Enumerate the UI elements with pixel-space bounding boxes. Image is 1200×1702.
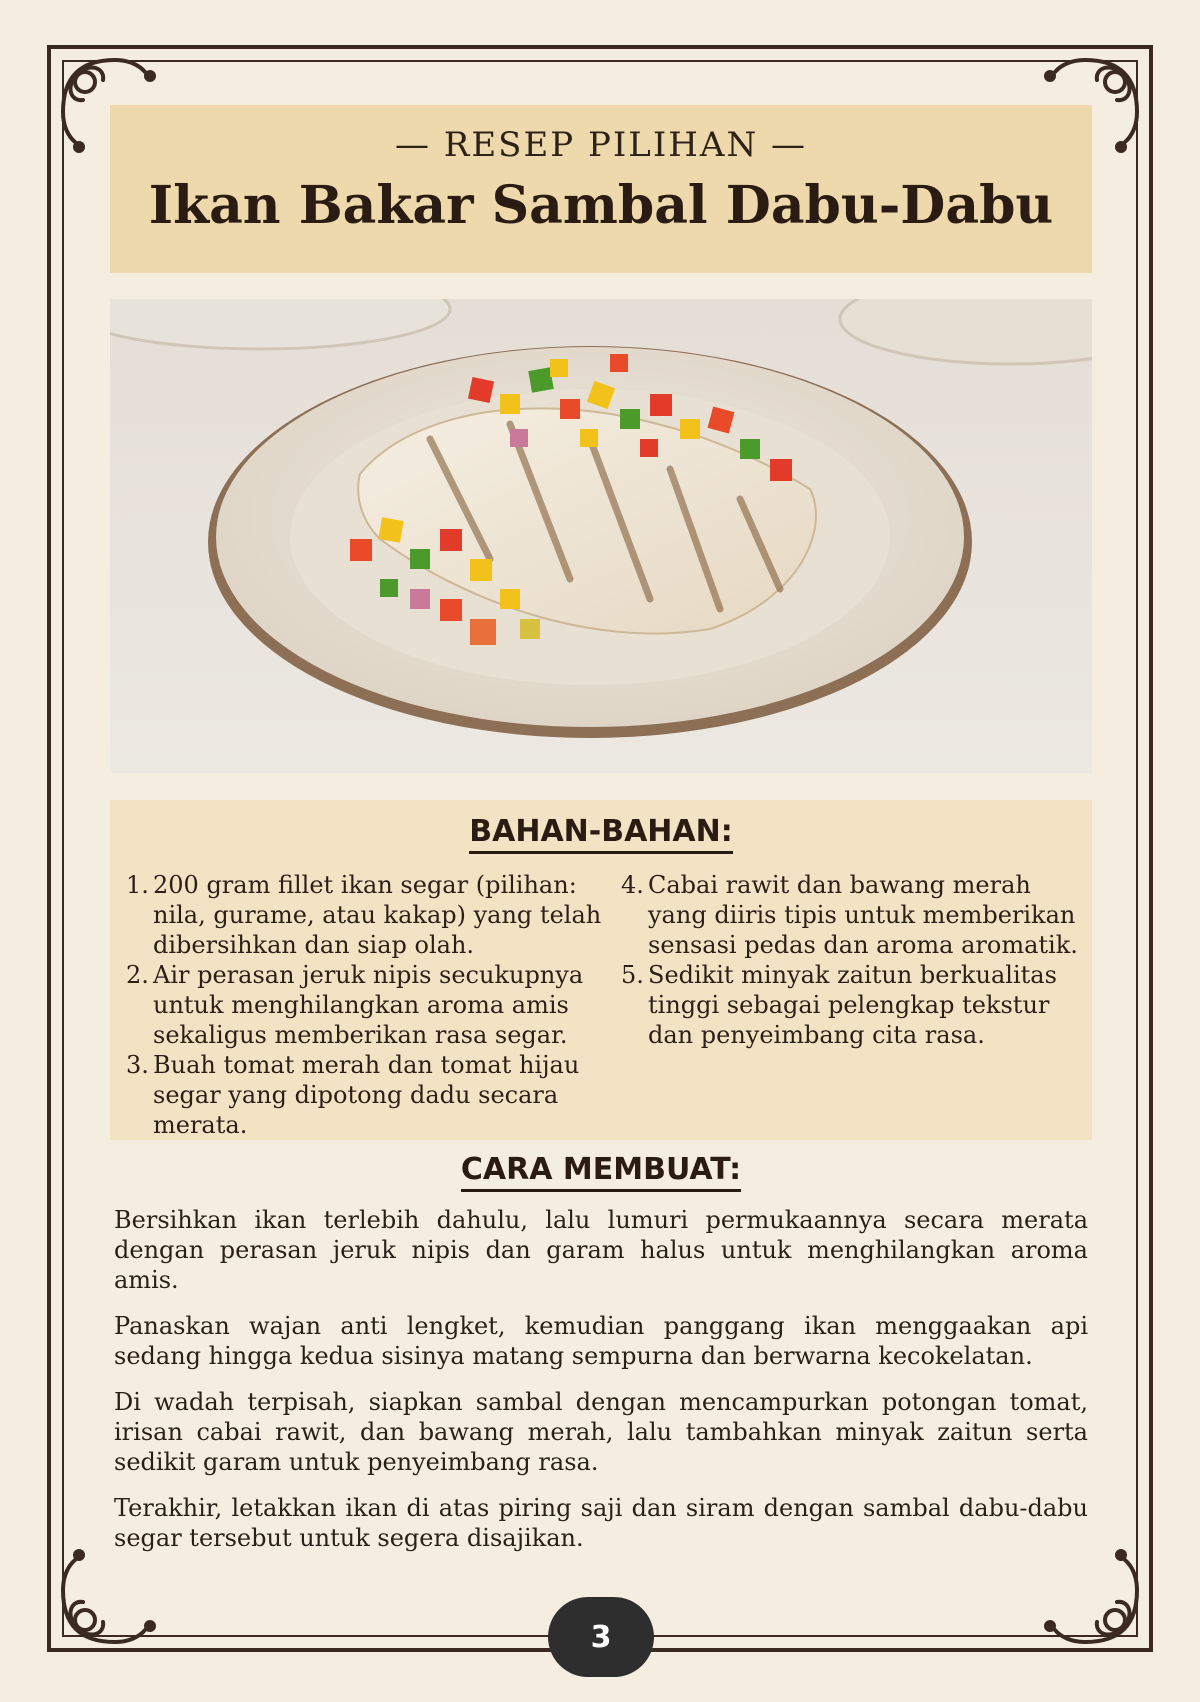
method-heading: CARA MEMBUAT: [114, 1152, 1088, 1187]
method-step: Panaskan wajan anti lengket, kemudian panggang ikan menggaakan api sedang hingga kedua sisinya matang sempurna dan berwarna kecokelatan. [114, 1312, 1088, 1370]
dish-photo [110, 299, 1092, 773]
method-step: Bersihkan ikan terlebih dahulu, lalu lumuri permukaannya secara merata dengan perasan jeruk nipis dan garam halus untuk menghilangkan aroma amis. [114, 1206, 1088, 1294]
recipe-title: Ikan Bakar Sambal Dabu-Dabu [148, 175, 1054, 236]
list-item: 4. Cabai rawit dan bawang merah yang diiris tipis untuk memberikan sensasi pedas dan aroma aromatik. [621, 871, 1078, 959]
ingredients-column-left [126, 870, 621, 1140]
page-number-badge: 3 [548, 1597, 654, 1677]
recipe-header [110, 105, 1092, 273]
ingredients-section [110, 800, 1092, 1140]
ingredients-list [126, 870, 1096, 1140]
list-item: 2. Air perasan jeruk nipis secukupnya untuk menghilangkan aroma amis sekaligus memberikan rasa segar. [126, 961, 584, 1049]
ingredients-heading: BAHAN-BAHAN: [110, 814, 1092, 849]
method-step: Terakhir, letakkan ikan di atas piring saji dan siram dengan sambal dabu-dabu segar tersebut untuk segera disajikan. [114, 1494, 1088, 1552]
ingredients-column-right [621, 870, 1096, 1140]
method-section [114, 1152, 1088, 1569]
method-step: Di wadah terpisah, siapkan sambal dengan mencampurkan potongan tomat, irisan cabai rawit, dan bawang merah, lalu tambahkan minyak zaitun serta sedikit garam untuk penyeimbang rasa. [114, 1388, 1088, 1476]
list-item: 3. Buah tomat merah dan tomat hijau segar yang dipotong dadu secara merata. [126, 1051, 580, 1139]
list-item: 1. 200 gram fillet ikan segar (pilihan: nila, gurame, atau kakap) yang telah dibersihkan dan siap olah. [126, 871, 602, 959]
recipe-kicker: — RESEP PILIHAN — [394, 125, 808, 165]
list-item: 5. Sedikit minyak zaitun berkualitas tinggi sebagai pelengkap tekstur dan penyeimbang cita rasa. [621, 961, 1057, 1049]
